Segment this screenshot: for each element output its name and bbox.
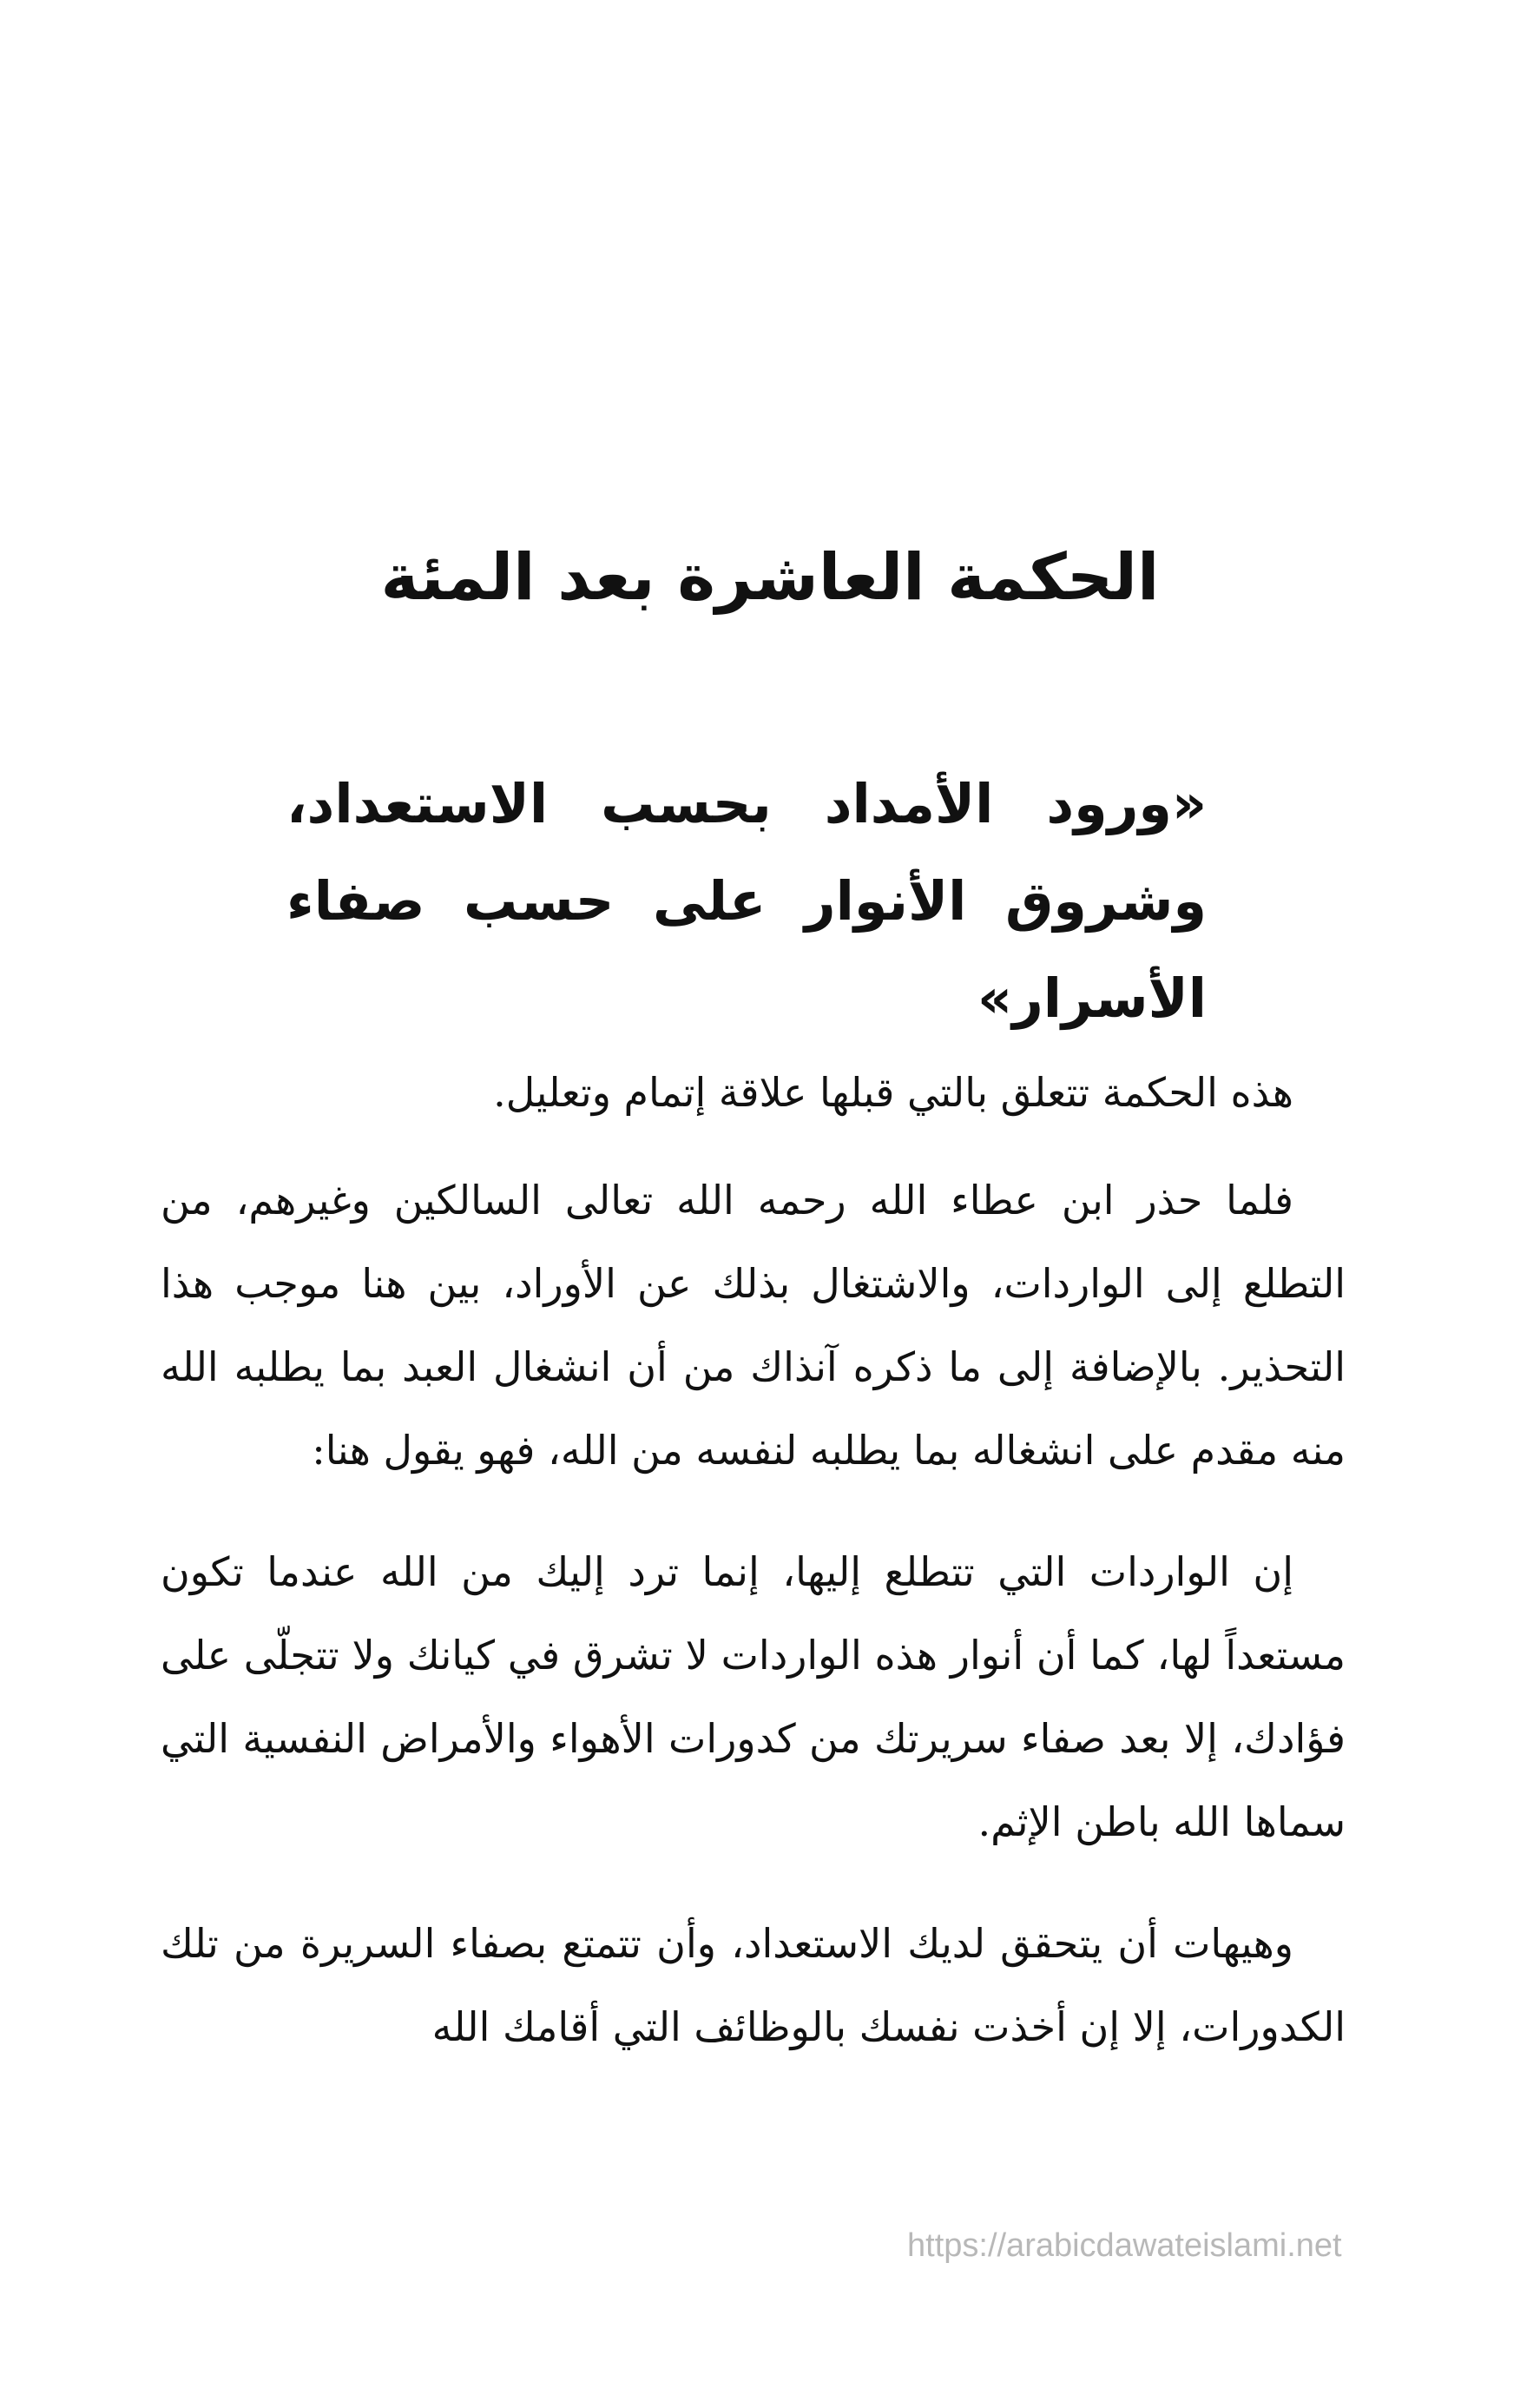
- paragraph-3: إن الواردات التي تتطلع إليها، إنما ترد إليك من الله عندما تكون مستعداً لها، كما أن أنوار هذه الواردات لا تشرق في كيانك ولا تتجلّى على فؤادك، إلا بعد صفاء سريرتك من كدورات الأهواء والأمراض النفسية التي سماها الله باطن الإثم.: [161, 1548, 1346, 1845]
- aphorism-quote: «ورود الأمداد بحسب الاستعداد، وشروق الأنوار على حسب صفاء الأسرار»: [286, 772, 1207, 1030]
- body-text: [161, 1051, 1346, 2107]
- paragraph-1: هذه الحكمة تتعلق بالتي قبلها علاقة إتمام وتعليل.: [493, 1069, 1293, 1116]
- watermark-url: https://arabicdawateislami.net: [907, 2227, 1342, 2264]
- paragraph-2: فلما حذر ابن عطاء الله رحمه الله تعالى السالكين وغيرهم، من التطلع إلى الواردات، والاشتغال بذلك عن الأوراد، بين هنا موجب هذا التحذير. بالإضافة إلى ما ذكره آنذاك من أن انشغال العبد بما يطلبه الله منه مقدم على انشغاله بما يطلبه لنفسه من الله، فهو يقول هنا:: [161, 1177, 1346, 1474]
- chapter-title: الحكمة العاشرة بعد المئة: [380, 540, 1160, 615]
- paragraph-4: وهيهات أن يتحقق لديك الاستعداد، وأن تتمتع بصفاء السريرة من تلك الكدورات، إلا إن أخذت نفسك بالوظائف التي أقامك الله: [161, 1920, 1346, 2050]
